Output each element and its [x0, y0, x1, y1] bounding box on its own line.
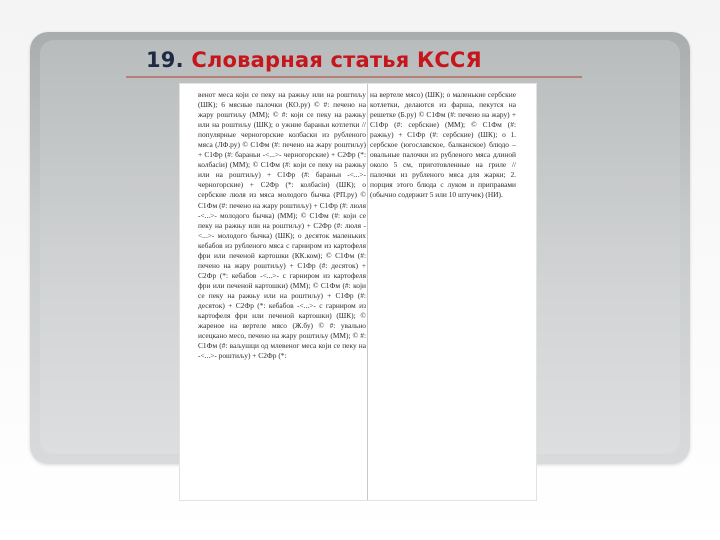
- column-divider: [367, 84, 368, 500]
- dictionary-page-scan: [180, 84, 536, 500]
- entry-right-column: на вертеле мясо) (ШК); о маленькие сербские котлетки, делаются из фарша, пекутся на решетке (Б.ру) © С1Фм (#: печено на жару) + С1Фр (#: сербские) (ММ); © С1Фм (#: ражњу) + С1Фр (#: сербские) (ШК); о 1. сербское (югославское, балканское) блюдо – овальные палочки из рубленого мяса длиной около 5 см, приготовленные на гриле // палочки из рубленого мяса для жарки; 2. порция этого блюда с луком и приправами (обычно содержит 5 или 10 штучек) (НИ).: [370, 90, 516, 200]
- slide-title-text: Словарная статья КССЯ: [191, 48, 482, 72]
- entry-left-column: венот меса који се пеку на ражњу или на роштиљу (ШК); 6 мясные палочки (КО.ру) © #: печено на жару роштиљу (ММ); © #: који се пеку на ражњу или на роштиљу (ШК); о ужние бараньи котлетки // популярные черногорские колбаски из рубленого мяса (ЛФ.ру) © С1Фм (#: печено на жару роштиљу) + С1Фр (#: бараньи -<...>- черногорские) + С2Фр (*: колбасіи) (ММ); © С1Фм (#: који се пеку на ражњу или на роштиљу) + С1Фр (#: бараньи -<...>- черногорские) + С2Фр (*: колбасіи) (ШК); о сербские люля из мяса молодого бычка (РП.ру) © С1Фм (#: печено на жару роштиљу) + С1Фр (#: люля -<...>- молодого бычка) (ММ); © С1Фм (#: који се пеку на ражњу или на роштиљу) + С2Фр (#: люля -<...>- молодого бычка) (ШК); о десяток маленьких кебабов из рубленого мяса с гарниром из картофеля фри или печеной картошки (КК.ком); © С1Фм (#: печено на жару роштиљу) + С1Фр (#: десяток) + С2Фр (*: кебабов -<...>- с гарниром из картофеля фри или печеной картошки) (ММ); © С1Фм (#: који се пеку на ражњу или на роштиљу) + С1Фр (#: десяток) + С2Фр (*: кебабов -<...>- с гарниром из картофеля фри или печеной картошки) (ШК); © жареное на вертеле мясо (Ж.бу) © #: увально исецкано месо, печено на жару роштиљу (ММ); © #: С1Фм (#: ваљушци од млевеног меса који се пеку на -<...>- роштиљу) + С2Фр (*:: [198, 90, 366, 361]
- slide-title-number: 19.: [146, 48, 184, 72]
- title-underline: [126, 76, 582, 78]
- slide-title: [146, 46, 482, 74]
